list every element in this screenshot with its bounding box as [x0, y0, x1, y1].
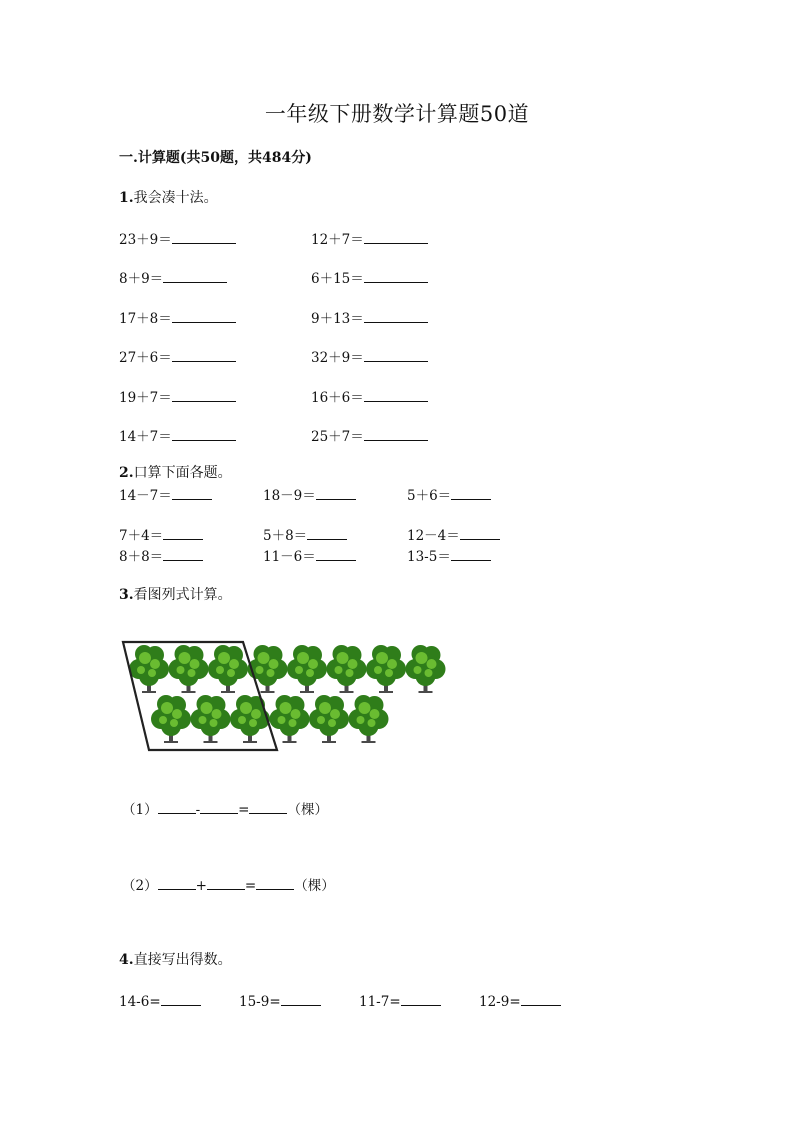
- unit-label: （棵）: [287, 802, 328, 818]
- answer-blank[interactable]: [364, 268, 428, 283]
- equation-text: 25＋7＝: [311, 429, 364, 445]
- equation-text: 15-9=: [239, 994, 281, 1010]
- equation-text: 14－7＝: [119, 488, 172, 504]
- equation-text: 14＋7＝: [119, 429, 172, 445]
- question-number: 4.: [119, 952, 134, 968]
- equation-text: 11-7=: [359, 994, 401, 1010]
- answer-blank[interactable]: [172, 426, 236, 441]
- answer-blank[interactable]: [316, 546, 356, 561]
- question-2-heading: [119, 462, 232, 482]
- equation-text: 5＋8＝: [263, 528, 308, 544]
- question-instruction: 口算下面各题。: [133, 465, 232, 481]
- answer-blank[interactable]: [163, 525, 203, 540]
- question-3-part-1: [122, 798, 328, 818]
- tree-icon: [287, 645, 327, 693]
- equation-text: 16＋6＝: [311, 390, 364, 406]
- equation-item: [359, 991, 441, 1010]
- answer-blank[interactable]: [364, 347, 428, 362]
- part-label: （1）: [122, 802, 158, 818]
- equation-item: [311, 228, 428, 248]
- answer-blank[interactable]: [158, 799, 196, 814]
- tree-icon: [366, 645, 406, 693]
- equation-item: [407, 545, 491, 565]
- equation-item: [311, 267, 428, 287]
- equation-item: [119, 425, 236, 445]
- answer-blank[interactable]: [307, 525, 347, 540]
- equation-item: [119, 524, 203, 544]
- equation-item: [263, 484, 356, 504]
- tree-picture: [119, 636, 447, 756]
- question-3-part-2: [122, 874, 335, 894]
- equation-text: 14-6=: [119, 994, 161, 1010]
- equation-item: [119, 267, 227, 287]
- equation-item: [119, 228, 236, 248]
- page-title: 一年级下册数学计算题50道: [264, 102, 530, 126]
- equation-text: 23＋9＝: [119, 232, 172, 248]
- tree-icon: [327, 645, 367, 693]
- answer-blank[interactable]: [158, 875, 196, 890]
- equation-text: 18－9＝: [263, 488, 316, 504]
- answer-blank[interactable]: [163, 268, 227, 283]
- equation-item: [479, 991, 561, 1010]
- question-number: 3.: [119, 587, 134, 603]
- question-4-heading: [119, 949, 232, 969]
- tree-icon: [169, 645, 209, 693]
- answer-blank[interactable]: [163, 546, 203, 561]
- answer-blank[interactable]: [451, 546, 491, 561]
- tree-icon: [208, 645, 248, 693]
- answer-blank[interactable]: [364, 308, 428, 323]
- equation-text: 17＋8＝: [119, 311, 172, 327]
- tree-icon: [230, 695, 270, 743]
- equation-text: 5＋6＝: [407, 488, 452, 504]
- answer-blank[interactable]: [207, 875, 245, 890]
- equation-text: 13-5＝: [407, 549, 451, 565]
- equation-text: 12-9=: [479, 994, 521, 1010]
- equation-item: [263, 545, 356, 565]
- question-number: 2.: [119, 465, 134, 481]
- equation-item: [119, 484, 212, 504]
- equation-item: [119, 307, 236, 327]
- answer-blank[interactable]: [249, 799, 287, 814]
- equation-text: 12＋7＝: [311, 232, 364, 248]
- answer-blank[interactable]: [451, 485, 491, 500]
- equation-text: 7＋4＝: [119, 528, 164, 544]
- tree-icon: [191, 695, 231, 743]
- answer-blank[interactable]: [460, 525, 500, 540]
- question-instruction: 直接写出得数。: [133, 952, 232, 968]
- equation-item: [239, 991, 321, 1010]
- equals: =: [244, 878, 257, 894]
- equation-item: [407, 524, 500, 544]
- answer-blank[interactable]: [364, 426, 428, 441]
- answer-blank[interactable]: [172, 229, 236, 244]
- tree-icon: [270, 695, 310, 743]
- unit-label: （棵）: [294, 878, 335, 894]
- tree-icon: [349, 695, 389, 743]
- answer-blank[interactable]: [316, 485, 356, 500]
- tree-icon: [129, 645, 169, 693]
- answer-blank[interactable]: [172, 485, 212, 500]
- equation-text: 32＋9＝: [311, 350, 364, 366]
- equation-text: 9＋13＝: [311, 311, 364, 327]
- operator: -: [195, 802, 201, 818]
- answer-blank[interactable]: [172, 308, 236, 323]
- equation-item: [311, 346, 428, 366]
- equation-text: 8＋8＝: [119, 549, 164, 565]
- question-number: 1.: [119, 190, 134, 206]
- equation-item: [119, 386, 236, 406]
- answer-blank[interactable]: [200, 799, 238, 814]
- answer-blank[interactable]: [172, 387, 236, 402]
- tree-icon: [309, 695, 349, 743]
- answer-blank[interactable]: [364, 387, 428, 402]
- equals: =: [238, 802, 250, 818]
- operator: +: [195, 878, 207, 894]
- answer-blank[interactable]: [281, 991, 321, 1006]
- question-instruction: 看图列式计算。: [133, 587, 232, 603]
- equation-item: [311, 386, 428, 406]
- answer-blank[interactable]: [256, 875, 294, 890]
- question-1-heading: [119, 187, 218, 207]
- equation-text: 19＋7＝: [119, 390, 172, 406]
- equation-item: [119, 991, 201, 1010]
- equation-text: 11－6＝: [263, 549, 316, 565]
- tree-icon: [151, 695, 191, 743]
- answer-blank[interactable]: [521, 991, 561, 1006]
- question-instruction: 我会凑十法。: [133, 190, 218, 206]
- question-3-heading: [119, 584, 232, 604]
- equation-item: [311, 307, 428, 327]
- tree-icon: [248, 645, 288, 693]
- part-label: （2）: [122, 878, 158, 894]
- equation-item: [119, 346, 236, 366]
- answer-blank[interactable]: [161, 991, 201, 1006]
- answer-blank[interactable]: [401, 991, 441, 1006]
- answer-blank[interactable]: [364, 229, 428, 244]
- equation-text: 12－4＝: [407, 528, 460, 544]
- equation-text: 27＋6＝: [119, 350, 172, 366]
- equation-text: 6＋15＝: [311, 271, 364, 287]
- tree-icon: [406, 645, 446, 693]
- answer-blank[interactable]: [172, 347, 236, 362]
- section-heading: 一.计算题(共50题，共484分): [119, 150, 312, 166]
- equation-text: 8＋9＝: [119, 271, 164, 287]
- equation-item: [407, 484, 491, 504]
- equation-item: [311, 425, 428, 445]
- equation-item: [119, 545, 203, 565]
- equation-item: [263, 524, 347, 544]
